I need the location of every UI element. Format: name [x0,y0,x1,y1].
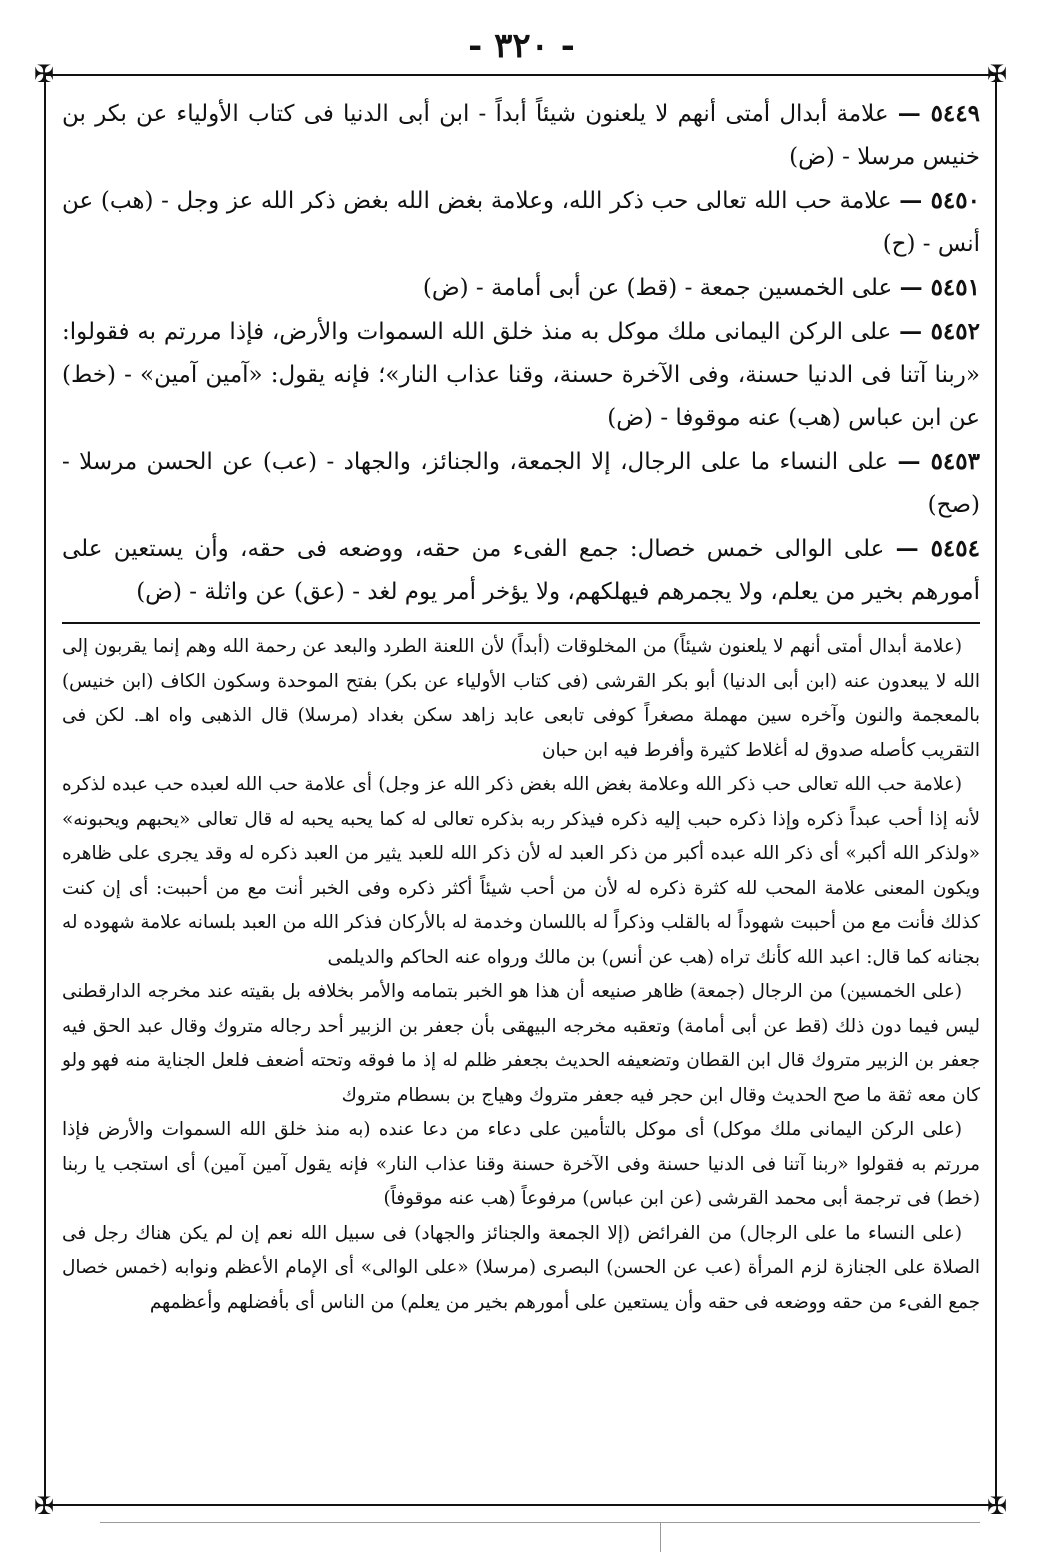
commentary-paragraph: (على النساء ما على الرجال) من الفرائض (إلا الجمعة والجنائز والجهاد) فى سبيل الله نعم إن لم يكن هناك رجل فى الصلاة على الجنازة لزم المرأة (عب عن الحسن) البصرى (مرسلا) «على الوالى» أى الإمام الأعظم ونوابه (خمس خصال جمع الفىء من حقه ووضعه فى حقه وأن يستعين على أمورهم بخير من يعلم) من الناس أى بأفضلهم وأعظمهم [62,1222,980,1313]
hadith-text: علامة حب الله تعالى حب ذكر الله، وعلامة بغض الله بغض ذكر الله عز وجل - (هب) عن أنس - (ح) [62,188,980,257]
hadith-text: على النساء ما على الرجال، إلا الجمعة، والجنائز، والجهاد - (عب) عن الحسن مرسلا - (صح) [62,449,980,518]
commentary-paragraph: (علامة حب الله تعالى حب ذكر الله وعلامة بغض الله بغض ذكر الله عز وجل) أى علامة حب الله لعبده حب عبده لذكره لأنه إذا أحب عبداً ذكره وإذا ذكره حبب إليه ذكره فيذكر ربه بذكره تعالى له كما يحبه يحبه له قال تعالى «يحبهم ويحبونه» «ولذكر الله أكبر» أى ذكر الله عبده أكبر من ذكر العبد له لأن ذكر الله للعبد يثير من العبد ذكره له وقد يجرى على ظاهره ويكون المعنى علامة المحب لله كثرة ذكره له لأن من أحب شيئاً أكثر ذكره وفى الخبر أنت مع من أحببت: أى إن كنت كذلك فأنت مع من أحببت شهوداً له بالقلب وذكراً له باللسان وخدمة له بالأركان فذكر الله من العبد بلسانه علامة شهوده له بجنانه كما قال: اعبد الله كأنك تراه (هب عن أنس) بن مالك ورواه عنه الحاكم والديلمى [62,774,980,968]
commentary-paragraph: (على الركن اليمانى ملك موكل) أى موكل بالتأمين على دعاء من دعا عنده (به منذ خلق الله السموات والأرض فإذا مررتم به فقولوا «ربنا آتنا فى الدنيا حسنة وفى الآخرة حسنة وقنا عذاب النار» فإنه يقول آمين آمين) أى استجب يا ربنا (خط) فى ترجمة أبى محمد القرشى (عن ابن عباس) مرفوعاً (هب عنه موقوفاً) [62,1119,980,1209]
corner-ornament-icon: ✠ [33,1492,55,1520]
section-divider [62,622,980,624]
corner-ornament-icon: ✠ [986,1492,1008,1520]
hadith-number: ٥٤٥٢ — [899,318,980,345]
hadith-entry [62,179,980,266]
hadith-entry [62,440,980,527]
corner-ornament-icon: ✠ [986,60,1008,88]
hadith-number: ٥٤٥٠ — [899,187,980,214]
footer-tick [660,1522,661,1552]
hadith-text: علامة أبدال أمتى أنهم لا يلعنون شيئاً أبداً - ابن أبى الدنيا فى كتاب الأولياء عن بكر بن خنيس مرسلا - (ض) [62,101,980,170]
commentary-section [62,630,980,1320]
hadith-text-section [62,92,980,614]
commentary-paragraph: (علامة أبدال أمتى أنهم لا يلعنون شيئاً) من المخلوقات (أبداً) لأن اللعنة الطرد والبعد عن رحمة الله وهم إنما يقربون إلى الله لا يبعدون عنه (ابن أبى الدنيا) أبو بكر القرشى (فى كتاب الأولياء عن بكر) بفتح الموحدة وسكون الكاف (ابن خنيس) بالمعجمة والنون وآخره سين مهملة مصغراً كوفى تابعى عابد زاهد سكن بغداد (مرسلا) قال الذهبى واه اهـ. لكن فى التقريب كأصله صدوق له أغلاط كثيرة وأفرط فيه ابن حبان [62,636,980,761]
hadith-entry [62,266,980,310]
commentary-paragraph: (على الخمسين) من الرجال (جمعة) ظاهر صنيعه أن هذا هو الخبر بتمامه والأمر بخلافه بل بقيته عند مخرجه الدارقطنى ليس فيما دون ذلك (قط عن أبى أمامة) وتعقبه مخرجه البيهقى بأن جعفر بن الزبير أحد رجاله متروك وقال عبد الحق فيه جعفر بن الزبير متروك قال ابن القطان وتضعيفه الحديث بجعفر ظلم له إذ ما فوقه وتحته أضعف فلعل الجناية منه فهو ولو كان معه ثقة ما صح الحديث وقال ابن حجر فيه جعفر متروك وهياج بن بسطام متروك [62,981,980,1106]
hadith-number: ٥٤٥٣ — [897,448,980,475]
page-content [62,92,980,1320]
hadith-number: ٥٤٥١ — [899,274,980,301]
hadith-number: ٥٤٤٩ — [897,100,980,127]
hadith-text: على الخمسين جمعة - (قط) عن أبى أمامة - (ض) [422,275,893,301]
page-number: - ٣٢٠ - [468,26,575,66]
hadith-number: ٥٤٥٤ — [895,535,980,562]
hadith-text: على الوالى خمس خصال: جمع الفىء من حقه، ووضعه فى حقه، وأن يستعين على أمورهم بخير من يعلم، ولا يجمرهم فيهلكهم، ولا يؤخر أمر يوم لغد - (عق) عن واثلة - (ض) [62,536,980,605]
hadith-entry [62,310,980,440]
hadith-entry [62,527,980,614]
corner-ornament-icon: ✠ [33,60,55,88]
hadith-text: على الركن اليمانى ملك موكل به منذ خلق الله السموات والأرض، فإذا مررتم به فقولوا: «ربنا آتنا فى الدنيا حسنة، وفى الآخرة حسنة، وقنا عذاب النار»؛ فإنه يقول: «آمين آمين» - (خط) عن ابن عباس (هب) عنه موقوفا - (ض) [62,319,980,431]
hadith-entry [62,92,980,179]
footer-rule [100,1522,980,1523]
